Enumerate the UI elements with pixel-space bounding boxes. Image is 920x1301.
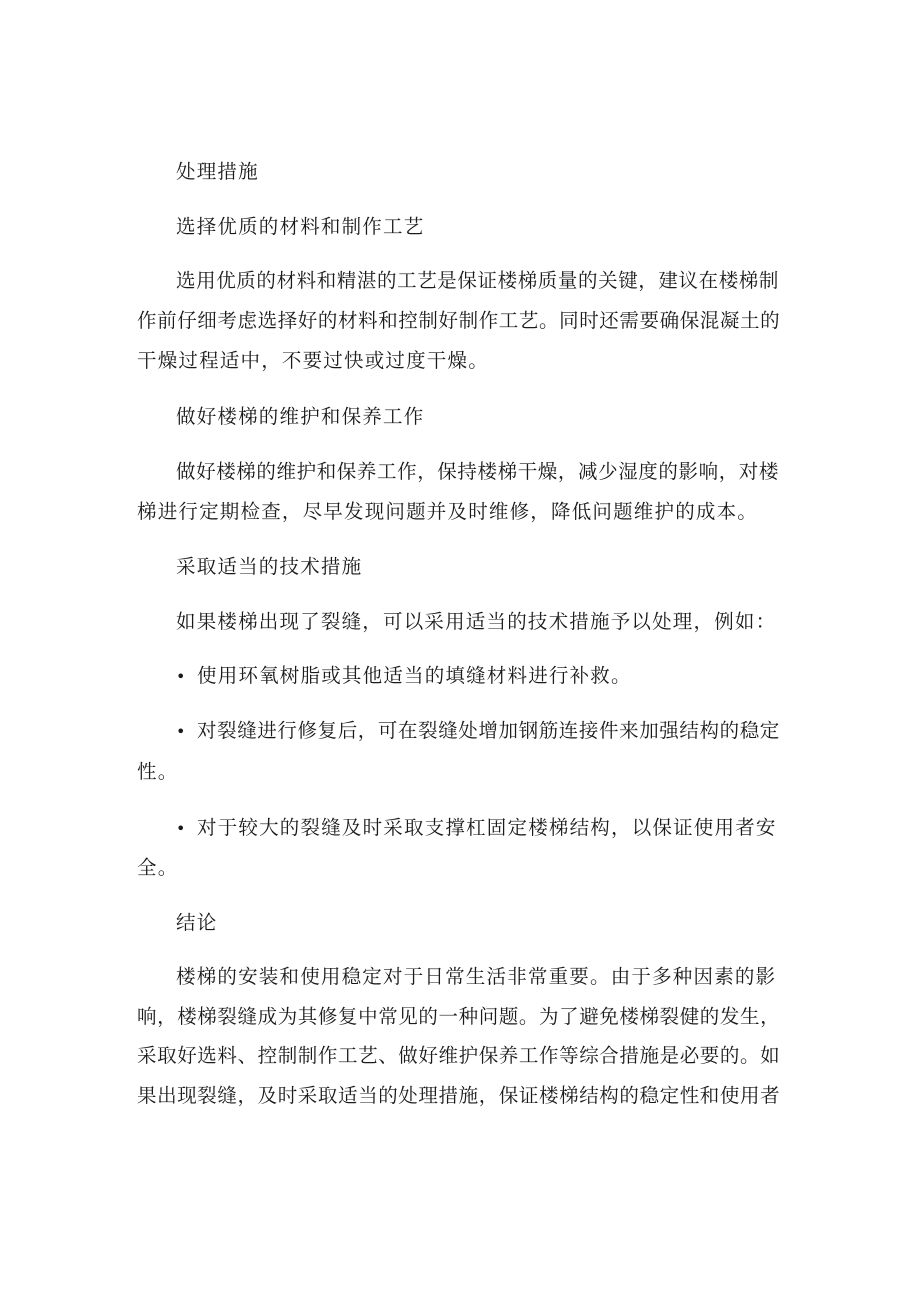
bullet-marker-2: • (176, 722, 186, 741)
paragraph-materials-line-2: 作前仔细考虑选择好的材料和控制好制作工艺。同时还需要确保混凝土的 (137, 309, 781, 332)
paragraph-materials-line-3: 干燥过程适中，不要过快或过度干燥。 (137, 349, 489, 372)
subheading-maintenance: 做好楼梯的维护和保养工作 (176, 405, 425, 428)
paragraph-techniques-intro: 如果楼梯出现了裂缝，可以采用适当的技术措施予以处理，例如： (176, 610, 777, 633)
paragraph-maintenance-line-1: 做好楼梯的维护和保养工作，保持楼梯干燥，减少湿度的影响，对楼 (176, 460, 780, 483)
paragraph-materials-line-1: 选用优质的材料和精湛的工艺是保证楼梯质量的关键，建议在楼梯制 (176, 269, 780, 292)
paragraph-conclusion-line-1: 楼梯的安装和使用稳定对于日常生活非常重要。由于多种因素的影 (176, 965, 777, 988)
subheading-materials: 选择优质的材料和制作工艺 (176, 215, 425, 238)
bullet-item-1: 使用环氧树脂或其他适当的填缝材料进行补救。 (197, 664, 632, 687)
bullet-marker-3: • (176, 819, 186, 838)
bullet-item-3-line-1: 对于较大的裂缝及时采取支撑杠固定楼梯结构，以保证使用者安 (197, 816, 777, 839)
subheading-techniques: 采取适当的技术措施 (176, 555, 363, 578)
paragraph-maintenance-line-2: 梯进行定期检查，尽早发现问题并及时维修，降低问题维护的成本。 (137, 500, 759, 523)
section-heading-measures: 处理措施 (176, 160, 259, 183)
paragraph-conclusion-line-2: 响，楼梯裂缝成为其修复中常见的一种问题。为了避免楼梯裂健的发生， (137, 1005, 781, 1028)
bullet-item-2-line-1: 对裂缝进行修复后，可在裂缝处增加钢筋连接件来加强结构的稳定 (197, 719, 780, 742)
section-heading-conclusion: 结论 (176, 911, 218, 934)
bullet-marker-1: • (176, 667, 186, 686)
bullet-item-2-line-2: 性。 (137, 760, 179, 783)
paragraph-conclusion-line-4: 果出现裂缝，及时采取适当的处理措施，保证楼梯结构的稳定性和使用者 (137, 1084, 781, 1107)
paragraph-conclusion-line-3: 采取好选料、控制制作工艺、做好维护保养工作等综合措施是必要的。如 (137, 1044, 781, 1067)
bullet-item-3-line-2: 全。 (137, 856, 179, 879)
